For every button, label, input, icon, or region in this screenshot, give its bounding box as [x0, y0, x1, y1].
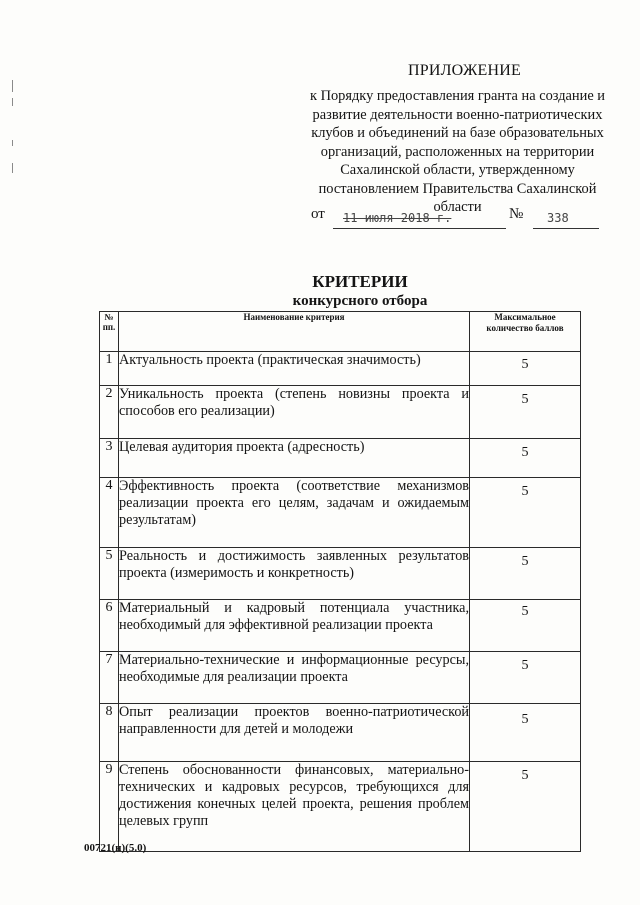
header-criterion-name: Наименование критерия	[119, 312, 470, 352]
scan-artifact	[12, 98, 13, 106]
date-prefix: от	[311, 206, 325, 222]
header-max-score: Максимальное количество баллов	[470, 312, 581, 352]
row-number: 5	[100, 548, 119, 600]
score-value: 5	[521, 554, 529, 569]
table-row	[100, 548, 581, 600]
appendix-title: ПРИЛОЖЕНИЕ	[408, 62, 522, 79]
criterion-name: Степень обоснованности финансовых, материально-технических и кадровых ресурсов, требующихся для достижения конечных целей проекта, решения проблем целевых групп	[119, 762, 470, 852]
document-code: 00721(н)(5.0)	[84, 842, 147, 854]
table-row	[100, 386, 581, 439]
max-score	[470, 548, 581, 600]
appendix-text: к Порядку предоставления гранта на создание и развитие деятельности военно-патриотических клубов и объединений на базе образовательных организаций, расположенных на территории Сахалинской области, утвержденному постановлением Правительства Сахалинской области	[309, 88, 606, 215]
scan-artifact	[12, 80, 13, 92]
row-number: 3	[100, 439, 119, 478]
document-subtitle: конкурсного отбора	[292, 293, 428, 309]
table-row	[100, 600, 581, 652]
scan-artifact	[12, 140, 13, 146]
row-number: 7	[100, 652, 119, 704]
table-row	[100, 704, 581, 762]
scan-artifact	[12, 163, 13, 173]
row-number: 2	[100, 386, 119, 439]
row-number: 9	[100, 762, 119, 852]
max-score	[470, 600, 581, 652]
row-number: 6	[100, 600, 119, 652]
approval-line	[311, 206, 611, 230]
number-field	[533, 211, 599, 229]
criterion-name: Материально-технические и информационные ресурсы, необходимые для реализации проекта	[119, 652, 470, 704]
score-value: 5	[521, 658, 529, 673]
criterion-name: Опыт реализации проектов военно-патриотической направленности для детей и молодежи	[119, 704, 470, 762]
number-prefix: №	[509, 206, 524, 222]
table-header-row	[100, 312, 581, 352]
row-number: 1	[100, 352, 119, 386]
score-value: 5	[521, 604, 529, 619]
max-score	[470, 439, 581, 478]
score-value: 5	[521, 445, 529, 460]
criteria-table	[99, 311, 581, 852]
max-score	[470, 652, 581, 704]
date-value: 11 июля 2018 г.	[343, 211, 452, 225]
max-score	[470, 762, 581, 852]
table-row	[100, 439, 581, 478]
score-value: 5	[521, 357, 529, 372]
max-score	[470, 704, 581, 762]
date-field	[333, 211, 506, 229]
max-score	[470, 478, 581, 548]
score-value: 5	[521, 392, 529, 407]
row-number: 8	[100, 704, 119, 762]
score-value: 5	[521, 768, 529, 783]
max-score	[470, 386, 581, 439]
criterion-name: Эффективность проекта (соответствие механизмов реализации проекта его целям, задачам и ожидаемым результатам)	[119, 478, 470, 548]
criterion-name: Актуальность проекта (практическая значимость)	[119, 352, 470, 386]
criterion-name: Реальность и достижимость заявленных результатов проекта (измеримость и конкретность)	[119, 548, 470, 600]
document-title: КРИТЕРИИ	[312, 272, 408, 291]
score-value: 5	[521, 484, 529, 499]
max-score	[470, 352, 581, 386]
table-row	[100, 352, 581, 386]
criterion-name: Материальный и кадровый потенциала участника, необходимый для эффективной реализации проекта	[119, 600, 470, 652]
header-number: № пп.	[100, 312, 119, 352]
table-row	[100, 478, 581, 548]
criterion-name: Уникальность проекта (степень новизны проекта и способов его реализации)	[119, 386, 470, 439]
row-number: 4	[100, 478, 119, 548]
table-row	[100, 652, 581, 704]
number-value: 338	[547, 211, 569, 225]
criterion-name: Целевая аудитория проекта (адресность)	[119, 439, 470, 478]
table-row	[100, 762, 581, 852]
score-value: 5	[521, 712, 529, 727]
